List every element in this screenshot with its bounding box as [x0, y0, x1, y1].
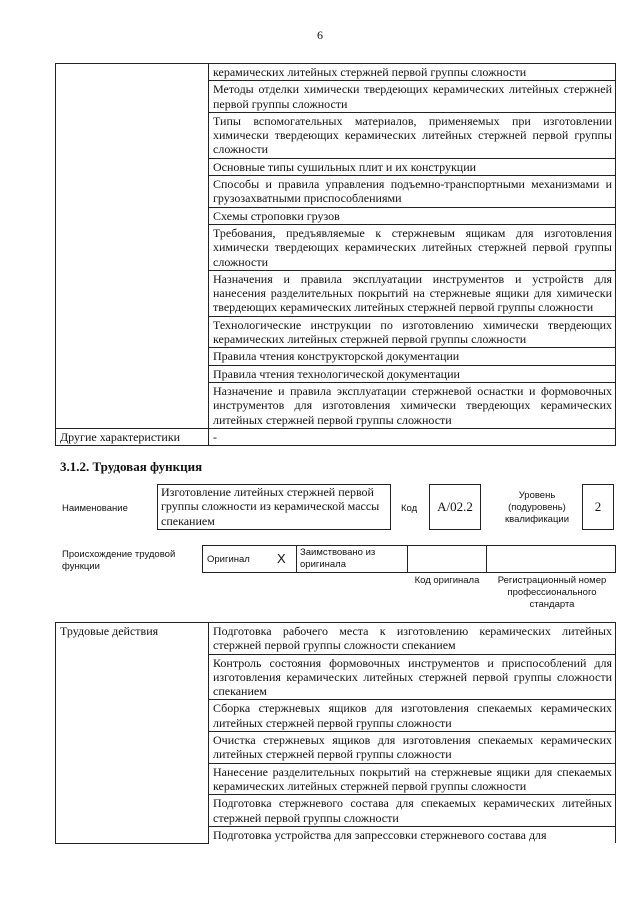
- labor-action-row: Подготовка устройства для запрессовки стержневого состава для: [209, 826, 616, 843]
- name-label: Наименование: [62, 503, 128, 514]
- code-of-original-cell: [407, 545, 487, 573]
- page-number: 6: [317, 28, 323, 42]
- labor-action-row: Контроль состояния формовочных инструментов и приспособлений для изготовления керамических литейных стержней первой группы сложности спеканием: [209, 654, 616, 700]
- labor-action-row: Подготовка рабочего места к изготовлению керамических литейных стержней первой группы сложности спеканием: [209, 623, 616, 655]
- knowledge-row: Типы вспомогательных материалов, применяемых при изготовлении химически твердеющих керамических литейных стержней первой группы сложности: [209, 112, 616, 158]
- knowledge-row: Требования, предъявляемые к стержневым ящикам для изготовления химически твердеющих керамических литейных стержней первой группы сложности: [209, 224, 616, 270]
- other-characteristics-label: Другие характеристики: [56, 428, 209, 445]
- borrowed-cell: [296, 545, 408, 573]
- reg-number-caption: Регистрационный номер профессионального стандарта: [497, 575, 607, 610]
- knowledge-label-cell: [56, 64, 209, 429]
- origin-label: Происхождение трудовой функции: [62, 549, 176, 572]
- level-value: 2: [582, 484, 614, 530]
- code-label: Код: [401, 503, 418, 514]
- labor-actions-table: [55, 622, 616, 844]
- labor-action-row: Подготовка стержневого состава для спекаемых керамических литейных стержней первой группы сложности: [209, 795, 616, 827]
- other-characteristics-value: -: [209, 428, 616, 445]
- labor-action-row: Сборка стержневых ящиков для изготовления спекаемых керамических литейных стержней первой группы сложности: [209, 700, 616, 732]
- labor-actions-label: Трудовые действия: [56, 623, 209, 844]
- section-title: 3.1.2. Трудовая функция: [60, 459, 203, 474]
- knowledge-row: Правила чтения технологической документации: [209, 365, 616, 382]
- reg-number-cell: [486, 545, 616, 573]
- knowledge-row: Схемы строповки грузов: [209, 207, 616, 224]
- knowledge-row: Правила чтения конструкторской документации: [209, 348, 616, 365]
- knowledge-row: Способы и правила управления подъемно-транспортными механизмами и грузозахватными приспособлениями: [209, 176, 616, 208]
- original-label: Оригинал: [207, 554, 250, 565]
- knowledge-row: Основные типы сушильных плит и их конструкции: [209, 158, 616, 175]
- labor-action-row: Очистка стержневых ящиков для изготовления спекаемых керамических литейных стержней первой группы сложности: [209, 732, 616, 764]
- name-value-box: [157, 484, 391, 530]
- knowledge-table: [55, 63, 616, 446]
- code-value: A/02.2: [429, 484, 481, 530]
- borrowed-label: Заимствовано из оригинала: [300, 547, 376, 570]
- knowledge-row: Методы отделки химически твердеющих керамических литейных стержней первой группы сложности: [209, 81, 616, 113]
- knowledge-row: керамических литейных стержней первой группы сложности: [209, 64, 616, 81]
- original-cell: [202, 545, 297, 573]
- code-of-original-caption: Код оригинала: [414, 575, 480, 586]
- name-value: Изготовление литейных стержней первой группы сложности из керамической массы спеканием: [161, 485, 380, 528]
- level-label: Уровень (подуровень) квалификации: [504, 490, 570, 525]
- knowledge-row: Технологические инструкции по изготовлению химически твердеющих керамических литейных стержней первой группы сложности: [209, 316, 616, 348]
- knowledge-row: Назначение и правила эксплуатации стержневой оснастки и формовочных инструментов для изготовления химически твердеющих керамических литейных стержней первой группы сложности: [209, 382, 616, 428]
- original-mark: X: [277, 551, 286, 566]
- knowledge-row: Назначения и правила эксплуатации инструментов и устройств для нанесения разделительных покрытий на стержневые ящики для химически твердеющих керамических литейных стержней первой группы сложности: [209, 270, 616, 316]
- labor-action-row: Нанесение разделительных покрытий на стержневые ящики для спекаемых керамических литейных стержней первой группы сложности: [209, 763, 616, 795]
